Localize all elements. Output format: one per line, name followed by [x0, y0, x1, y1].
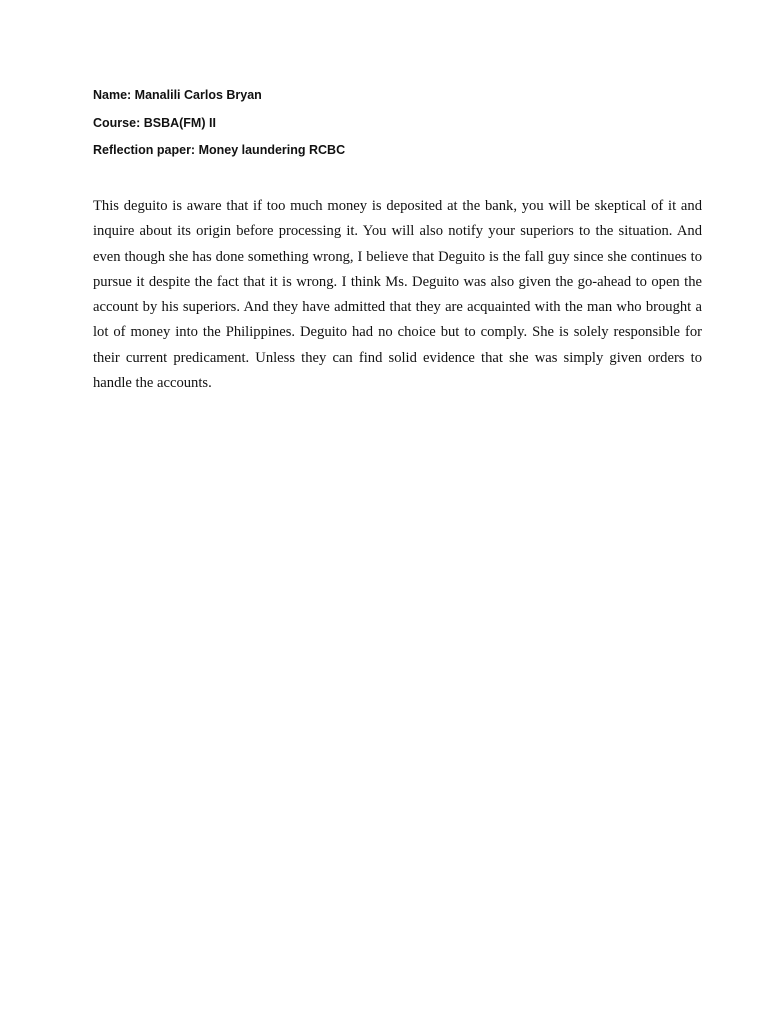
student-name: Name: Manalili Carlos Bryan: [93, 88, 262, 102]
course-info: Course: BSBA(FM) II: [93, 116, 216, 130]
paper-title: Reflection paper: Money laundering RCBC: [93, 143, 346, 157]
body-paragraph: This deguito is aware that if too much money is deposited at the bank, you will be skeptical of it and inquire about its origin before processing it. You will also notify your superiors to the situation. And even though she has done something wrong, I believe that Deguito is the fall guy since she continues to pursue it despite the fact that it is wrong. I think Ms. Deguito was also given the go-ahead to open the account by his superiors. And they have admitted that they are acquainted with the man who brought a lot of money into the Philippines. Deguito had no choice but to comply. She is solely responsible for their current predicament. Unless they can find solid evidence that she was simply given orders to handle the accounts.: [93, 198, 702, 392]
